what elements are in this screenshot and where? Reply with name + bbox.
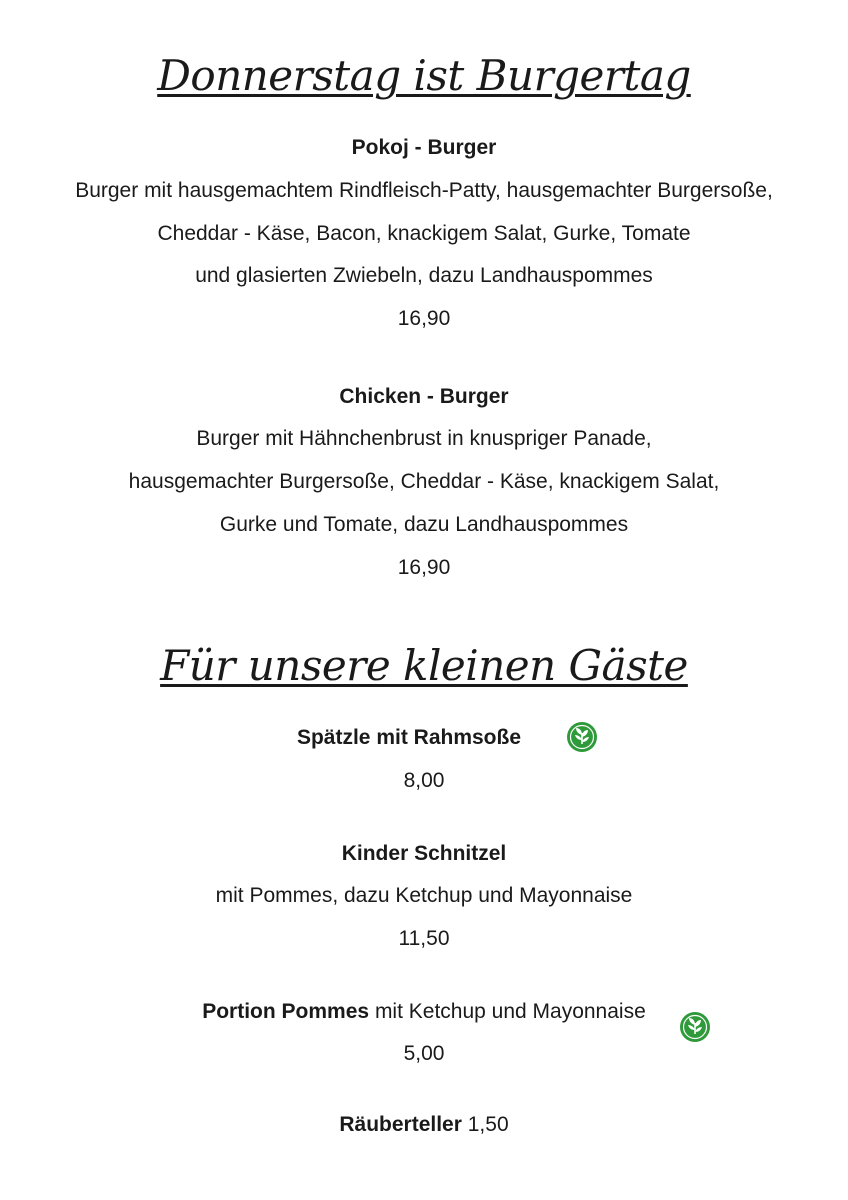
menu-item-description: Cheddar - Käse, Bacon, knackigem Salat, Gurke, Tomate	[157, 222, 691, 245]
menu-item-name: Räuberteller	[339, 1113, 462, 1136]
menu-item-price: 1,50	[467, 1113, 509, 1136]
menu-item-price: 16,90	[397, 307, 451, 330]
menu-item-name: Pokoj - Burger	[351, 136, 497, 159]
menu-item-price: 5,00	[403, 1042, 445, 1065]
menu-item-row	[0, 1111, 848, 1139]
section-heading-burgertag	[0, 50, 848, 102]
menu-item-name: Chicken - Burger	[339, 385, 509, 408]
vegetarian-leaf-icon	[566, 721, 598, 753]
menu-item-name: Kinder Schnitzel	[341, 842, 507, 865]
menu-item-description: Gurke und Tomate, dazu Landhauspommes	[219, 513, 629, 536]
menu-item-price: 16,90	[397, 556, 451, 579]
menu-item-description: mit Ketchup und Mayonnaise	[374, 1000, 646, 1023]
menu-item-description: Burger mit hausgemachtem Rindfleisch-Patty, hausgemachter Burgersoße,	[75, 179, 773, 202]
menu-item-description: und glasierten Zwiebeln, dazu Landhauspommes	[195, 264, 653, 287]
menu-item-description: Burger mit Hähnchenbrust in knuspriger Panade,	[196, 427, 652, 450]
menu-item-description: mit Pommes, dazu Ketchup und Mayonnaise	[215, 884, 633, 907]
vegetarian-leaf-icon	[679, 1011, 711, 1043]
menu-item-price: 8,00	[403, 769, 445, 792]
menu-item-price: 11,50	[398, 927, 450, 950]
menu-item-name: Portion Pommes	[202, 1000, 370, 1023]
menu-item-description: hausgemachter Burgersoße, Cheddar - Käse, knackigem Salat,	[128, 470, 720, 493]
section-heading-kinder	[0, 640, 848, 692]
menu-item-name: Spätzle mit Rahmsoße	[296, 726, 522, 749]
section-heading-text: Für unsere kleinen Gäste	[160, 641, 688, 690]
menu-item-row	[0, 998, 848, 1026]
section-heading-text: Donnerstag ist Burgertag	[157, 51, 691, 100]
